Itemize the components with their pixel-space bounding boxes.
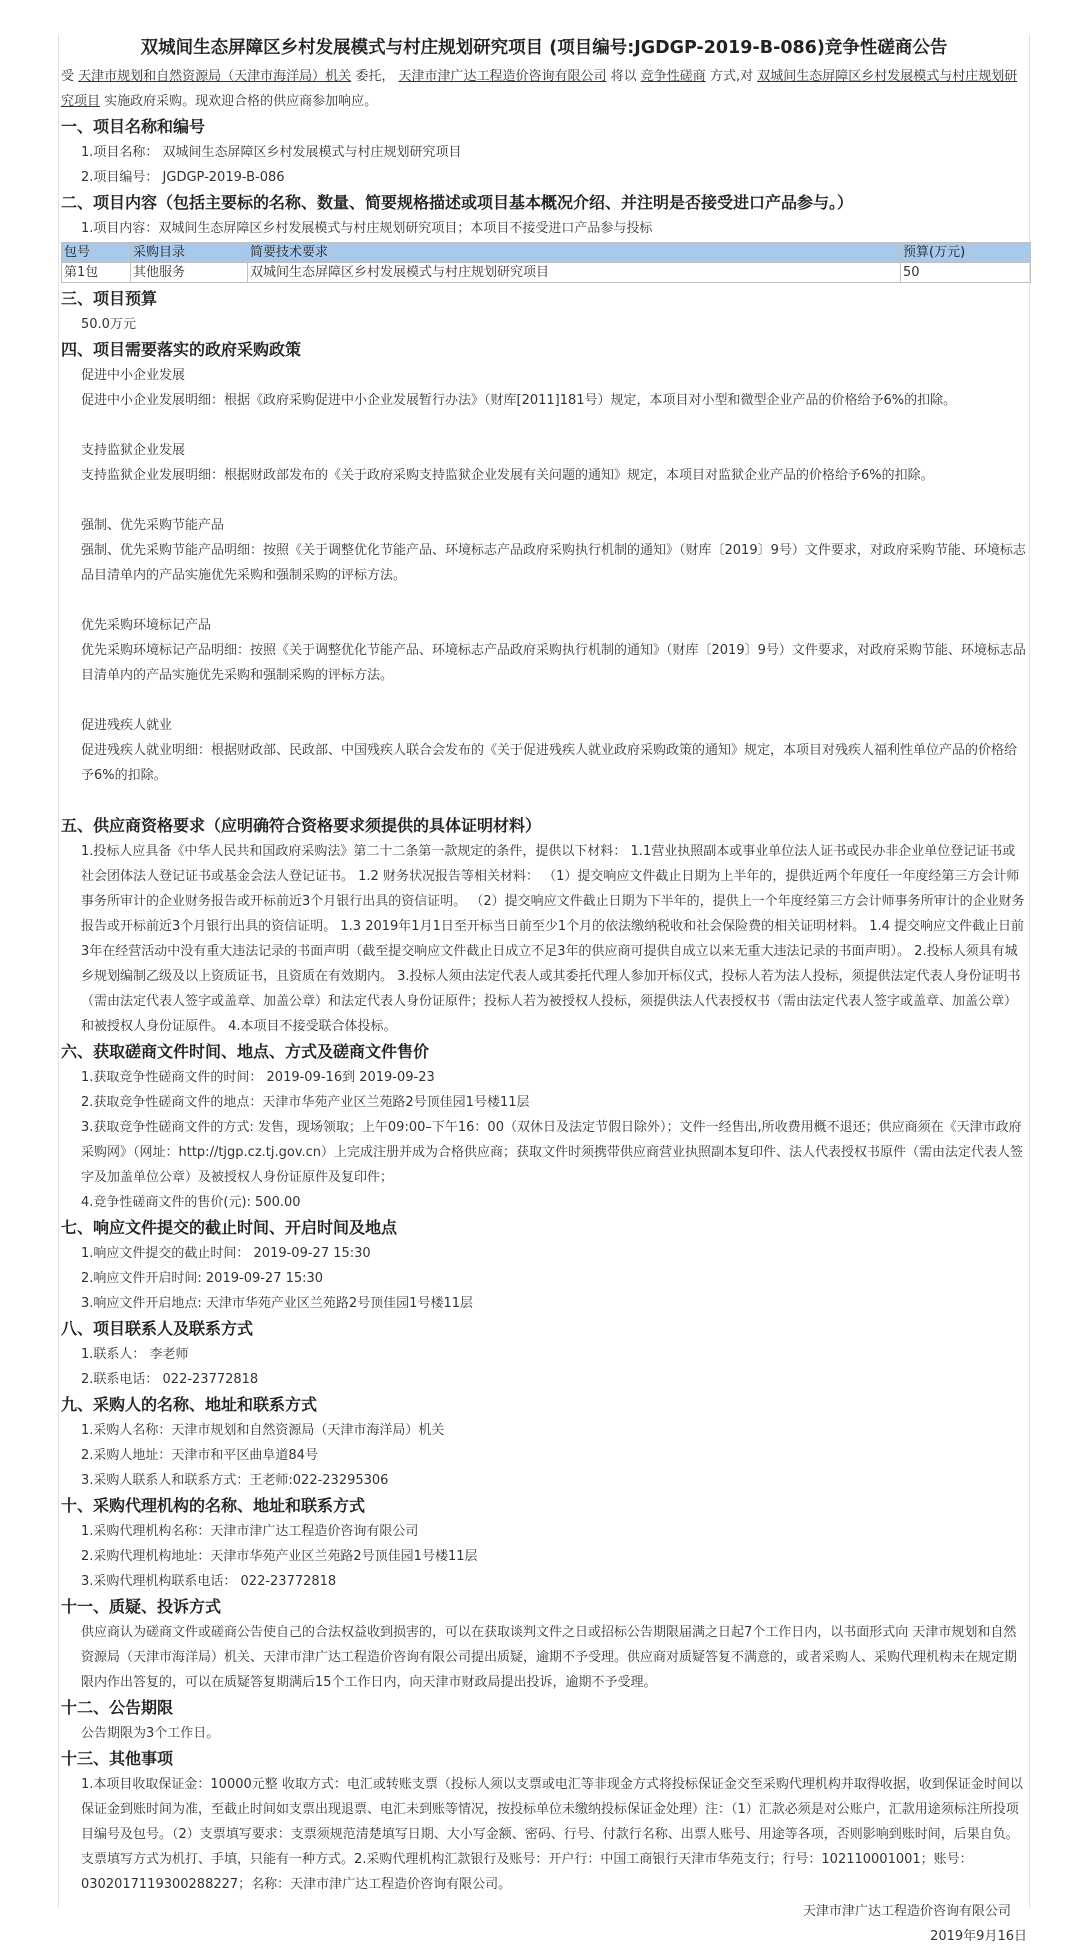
- list-item: 3.获取竞争性磋商文件的方式: 发售，现场领取；上午09:00–下午16：00（双休日及法定节假日除外）；文件一经售出,所收费用概不退还；供应商须在《天津市政府采购网》（网址：http://tjgp.cz.tj.gov.cn）上完成注册并成为合格供应商；获取文件时须携带供应商营业执照副本复印件、法人代表授权书原件（需由法定代表人签字及加盖单位公章）及被授权人身份证原件及复印件；: [81, 1120, 1024, 1185]
- section-heading: 五、供应商资格要求（应明确符合资格要求须提供的具体证明材料）: [61, 816, 542, 835]
- policy-detail: 支持监狱企业发展明细：根据财政部发布的《关于政府采购支持监狱企业发展有关问题的通知》规定，本项目对监狱企业产品的价格给予6%的扣除。: [81, 468, 934, 483]
- list-item: 4.竞争性磋商文件的售价(元): 500.00: [81, 1195, 301, 1210]
- list-item: 1.联系人： 李老师: [81, 1347, 189, 1362]
- intro-text: 委托，: [355, 69, 395, 84]
- complaint-text: 供应商认为磋商文件或磋商公告使自己的合法权益收到损害的，可以在获取谈判文件之日或招标公告期限届满之日起7个工作日内，以书面形式向 天津市规划和自然资源局（天津市海洋局）机关、天津市津广达工程造价咨询有限公司提出质疑，逾期不予受理。供应商对质疑答复不满意的，或者采购人、采购代理机构未在规定期限内作出答复的，可以在质疑答复期满后15个工作日内，向天津市财政局提出投诉，逾期不予受理。: [81, 1625, 1018, 1690]
- package-table: [61, 242, 1031, 283]
- table-cell: 第1包: [62, 263, 131, 283]
- intro-text: 将以: [610, 69, 637, 84]
- policy-detail: 促进中小企业发展明细：根据《政府采购促进中小企业发展暂行办法》（财库[2011]181号）规定，本项目对小型和微型企业产品的价格给予6%的扣除。: [81, 393, 957, 408]
- section-heading: 九、采购人的名称、地址和联系方式: [61, 1395, 318, 1414]
- budget-amount: 50.0万元: [81, 317, 136, 332]
- section-heading: 三、项目预算: [61, 289, 158, 308]
- table-cell: 其他服务: [131, 263, 248, 283]
- project-code-line: 2.项目编号： JGDGP-2019-B-086: [81, 170, 285, 185]
- policy-title: 促进中小企业发展: [81, 368, 186, 383]
- policy-detail: 促进残疾人就业明细：根据财政部、民政部、中国残疾人联合会发布的《关于促进残疾人就业政府采购政策的通知》规定，本项目对残疾人福利性单位产品的价格给予6%的扣除。: [81, 743, 1018, 783]
- list-item: 1.采购人名称：天津市规划和自然资源局（天津市海洋局）机关: [81, 1423, 445, 1438]
- section-heading: 八、项目联系人及联系方式: [61, 1319, 254, 1338]
- list-item: 2.采购人地址：天津市和平区曲阜道84号: [81, 1448, 318, 1463]
- table-header: 预算(万元): [901, 243, 1031, 263]
- notice-period-text: 公告期限为3个工作日。: [81, 1726, 220, 1741]
- list-item: 1.响应文件提交的截止时间： 2019-09-27 15:30: [81, 1246, 371, 1261]
- signature-date: 2019年9月16日: [930, 1929, 1027, 1944]
- intro-text: 受: [61, 69, 75, 84]
- policy-title: 强制、优先采购节能产品: [81, 518, 225, 533]
- other-matters-text: 1.本项目收取保证金：10000元整 收取方式：电汇或转账支票（投标人须以支票或电汇等非现金方式将投标保证金交至采购代理机构并取得收据，收到保证金时间以保证金到账时间为准，至截止时间如支票出现退票、电汇未到账等情况，按投标单位未缴纳投标保证金处理）注：（1）汇款必须是对公账户，汇款用途须标注所投项目编号及包号。（2）支票填写要求：支票须规范清楚填写日期、大小写金额、密码、行号、付款行名称、出票人账号、用途等各项，否则影响到账时间，后果自负。支票填写方式为机打、手填，只能有一种方式。2.采购代理机构汇款银行及账号：开户行：中国工商银行天津市华苑支行；行号：102110001001；账号：0302017119300288227；名称：天津市津广达工程造价咨询有限公司。: [81, 1777, 1023, 1892]
- section-heading: 十二、公告期限: [61, 1698, 174, 1717]
- table-row: [62, 263, 1031, 283]
- section-heading: 十三、其他事项: [61, 1749, 174, 1768]
- page-title: 双城间生态屏障区乡村发展模式与村庄规划研究项目 (项目编号:JGDGP-2019-B-086)竞争性磋商公告: [140, 38, 948, 58]
- section-heading: 七、响应文件提交的截止时间、开启时间及地点: [61, 1218, 398, 1237]
- table-header: 简要技术要求: [248, 243, 901, 263]
- list-item: 3.响应文件开启地点: 天津市华苑产业区兰苑路2号顶佳园1号楼11层: [81, 1296, 473, 1311]
- agency-name: 天津市津广达工程造价咨询有限公司: [398, 69, 607, 84]
- table-cell: 双城间生态屏障区乡村发展模式与村庄规划研究项目: [248, 263, 901, 283]
- section-heading: 一、项目名称和编号: [61, 117, 206, 136]
- list-item: 1.获取竞争性磋商文件的时间： 2019-09-16到 2019-09-23: [81, 1070, 435, 1085]
- section-heading: 十、采购代理机构的名称、地址和联系方式: [61, 1496, 366, 1515]
- section-heading: 六、获取磋商文件时间、地点、方式及磋商文件售价: [61, 1042, 430, 1061]
- section-heading: 二、项目内容（包括主要标的名称、数量、简要规格描述或项目基本概况介绍、并注明是否接受进口产品参与。）: [61, 193, 854, 212]
- policy-detail: 强制、优先采购节能产品明细：按照《关于调整优化节能产品、环境标志产品政府采购执行机制的通知》（财库〔2019〕9号）文件要求，对政府采购节能、环境标志品目清单内的产品实施优先采购和强制采购的评标方法。: [81, 543, 1026, 583]
- policy-title: 优先采购环境标记产品: [81, 618, 212, 633]
- policy-detail: 优先采购环境标记产品明细：按照《关于调整优化节能产品、环境标志产品政府采购执行机制的通知》（财库〔2019〕9号）文件要求，对政府采购节能、环境标志品目清单内的产品实施优先采购和强制采购的评标方法。: [81, 643, 1026, 683]
- procurement-method: 竞争性磋商: [640, 69, 706, 84]
- announcement-page: [58, 34, 1030, 1944]
- table-header: 包号: [62, 243, 131, 263]
- table-header-row: [62, 243, 1031, 263]
- list-item: 2.响应文件开启时间: 2019-09-27 15:30: [81, 1271, 324, 1286]
- intro-paragraph: [61, 64, 1027, 114]
- section-heading: 四、项目需要落实的政府采购政策: [61, 340, 302, 359]
- list-item: 1.采购代理机构名称：天津市津广达工程造价咨询有限公司: [81, 1524, 419, 1539]
- project-name-line: 1.项目名称： 双城间生态屏障区乡村发展模式与村庄规划研究项目: [81, 145, 462, 160]
- list-item: 3.采购人联系人和联系方式：王老师:022-23295306: [81, 1473, 389, 1488]
- table-header: 采购目录: [131, 243, 248, 263]
- client-name: 天津市规划和自然资源局（天津市海洋局）机关: [78, 69, 352, 84]
- project-content-line: 1.项目内容：双城间生态屏障区乡村发展模式与村庄规划研究项目；本项目不接受进口产品参与投标: [81, 221, 653, 236]
- list-item: 3.采购代理机构联系电话： 022-23772818: [81, 1574, 337, 1589]
- intro-text: 方式,对: [709, 69, 754, 84]
- table-cell: 50: [901, 263, 1031, 283]
- project-name: 双城间生态屏障区乡村发展模式与村庄规划研究项目: [61, 69, 1018, 109]
- signature-org: 天津市津广达工程造价咨询有限公司: [802, 1904, 1011, 1919]
- list-item: 2.获取竞争性磋商文件的地点：天津市华苑产业区兰苑路2号顶佳园1号楼11层: [81, 1095, 530, 1110]
- list-item: 2.联系电话： 022-23772818: [81, 1372, 259, 1387]
- policy-title: 促进残疾人就业: [81, 718, 173, 733]
- qualification-text: 1.投标人应具备《中华人民共和国政府采购法》第二十二条第一款规定的条件，提供以下材料： 1.1营业执照副本或事业单位法人证书或民办非企业单位登记证书或社会团体法人登记证书或基金会法人登记证书。 1.2 财务状况报告等相关材料： （1）提交响应文件截止日期为上半年的，提供近两个年度任一年度经第三方会计师事务所审计的企业财务报告或开标前近3个月银行出具的资信证明。 （2）提交响应文件截止日期为下半年的，提供上一个年度经第三方会计师事务所审计的企业财务报告或开标前近3个月银行出具的资信证明。 1.3 2019年1月1日至开标当日前至少1个月的依法缴纳税收和社会保险费的相关证明材料。 1.4 提交响应文件截止日前3年在经营活动中没有重大违法记录的书面声明（截至提交响应文件截止日成立不足3年的供应商可提供自成立以来无重大违法记录的书面声明）。 2.投标人须具有城乡规划编制乙级及以上资质证书，且资质在有效期内。 3.投标人须由法定代表人或其委托代理人参加开标仪式，投标人若为法人投标，须提供法定代表人身份证明书（需由法定代表人签字或盖章、加盖公章）和法定代表人身份证原件；投标人若为被授权人投标，须提供法人代表授权书（需由法定代表人签字或盖章、加盖公章）和被授权人身份证原件。 4.本项目不接受联合体投标。: [81, 844, 1025, 1034]
- section-heading: 十一、质疑、投诉方式: [61, 1597, 222, 1616]
- list-item: 2.采购代理机构地址：天津市华苑产业区兰苑路2号顶佳园1号楼11层: [81, 1549, 478, 1564]
- intro-text: 实施政府采购。现欢迎合格的供应商参加响应。: [104, 94, 378, 109]
- policy-title: 支持监狱企业发展: [81, 443, 186, 458]
